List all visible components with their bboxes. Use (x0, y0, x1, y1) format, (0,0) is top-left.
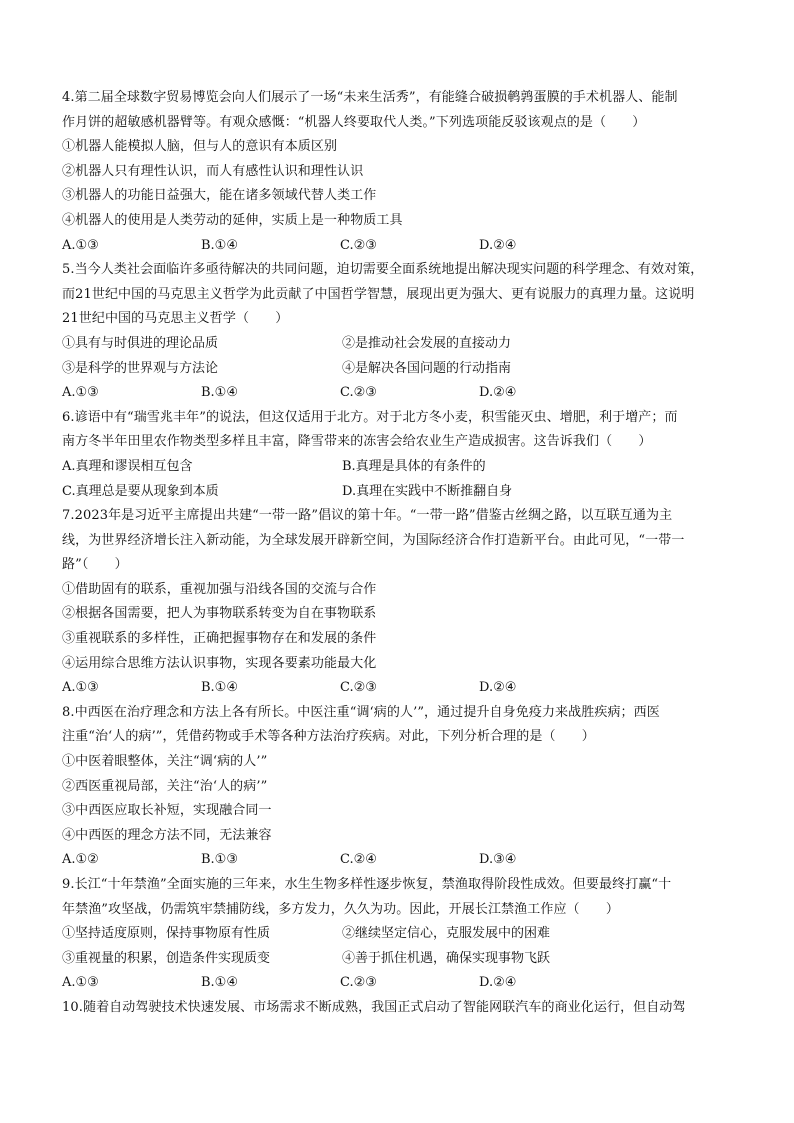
option-d: D.真理在实践中不断推翻自身 (342, 483, 513, 499)
question-8 (62, 701, 734, 873)
statement: ④中西医的理念方法不同，无法兼容 (62, 827, 272, 843)
option-b: B.①④ (201, 237, 238, 253)
option-b: B.①④ (201, 680, 238, 696)
answer-options (62, 676, 734, 701)
option-c: C.真理总是要从现象到本质 (62, 483, 219, 499)
answer-options (62, 848, 734, 873)
option-b: B.真理是具体的有条件的 (342, 458, 486, 474)
option-c: C.②③ (340, 975, 377, 991)
option-b: B.①④ (201, 975, 238, 991)
answer-options (62, 381, 734, 406)
statement: ②继续坚定信心，克服发展中的困难 (342, 926, 551, 942)
statement: ③中西医应取长补短，实现融合同一 (62, 803, 272, 819)
statement-row (62, 332, 734, 357)
question-stem: 南方冬半年田里农作物类型多样且丰富，降雪带来的冻害会给农业生产造成损害。这告诉我们（ ） (62, 434, 652, 450)
option-a: A.①③ (62, 237, 99, 253)
option-a: A.①③ (62, 975, 99, 991)
option-b: B.①④ (201, 385, 238, 401)
question-stem: 注重“治‘人的病’”，凭借药物或手术等各种方法治疗疾病。对此，下列分析合理的是（ ） (62, 729, 595, 745)
statement: ④机器人的使用是人类劳动的延伸，实质上是一种物质工具 (62, 212, 403, 228)
question-stem: 21世纪中国的马克思主义哲学（ ） (62, 311, 289, 327)
statement: ①借助固有的联系，重视加强与沿线各国的交流与合作 (62, 581, 377, 597)
statement: ①机器人能模拟人脑，但与人的意识有本质区别 (62, 139, 338, 155)
statement: ④善于抓住机遇，确保实现事物飞跃 (342, 950, 551, 966)
question-10 (62, 996, 734, 1021)
statement: ④是解决各国问题的行动指南 (342, 360, 512, 376)
option-c: C.②③ (340, 680, 377, 696)
question-stem: 路”（ ） (62, 557, 128, 573)
answer-options (62, 234, 734, 259)
question-stem: 线，为世界经济增长注入新动能，为全球发展开辟新空间，为国际经济合作打造新平台。由此可见，“一带一 (62, 532, 685, 548)
option-d: D.②④ (479, 680, 517, 696)
question-stem: 年禁渔”攻坚战，仍需筑牢禁捕防线，多方发力，久久为功。因此，开展长江禁渔工作应（ ） (62, 901, 619, 917)
question-stem: 7.2023年是习近平主席提出共建“一带一路”倡议的第十年。“一带一路”借鉴古丝绸之路，以互联互通为主 (62, 508, 673, 524)
statement: ①坚持适度原则，保持事物原有性质 (62, 926, 271, 942)
option-c: C.②③ (340, 385, 377, 401)
question-stem: 5.当今人类社会面临许多亟待解决的共同问题，迫切需要全面系统地提出解决现实问题的科学理念、有效对策， (62, 262, 704, 278)
question-stem: 8.中西医在治疗理念和方法上各有所长。中医注重“调‘病的人’”，通过提升自身免疫力来战胜疾病；西医 (62, 704, 660, 720)
question-6 (62, 406, 734, 504)
question-5 (62, 258, 734, 406)
option-d: D.③④ (479, 852, 517, 868)
option-a: A.①③ (62, 680, 99, 696)
question-stem: 10.随着自动驾驶技术快速发展、市场需求不断成熟，我国正式启动了智能网联汽车的商业化运行，但自动驾 (62, 999, 686, 1015)
question-stem: 6.谚语中有“瑞雪兆丰年”的说法，但这仅适用于北方。对于北方冬小麦，积雪能灭虫、增肥，利于增产；而 (62, 409, 678, 425)
option-row (62, 480, 734, 505)
question-stem: 4.第二届全球数字贸易博览会向人们展示了一场“未来生活秀”，有能缝合破损鹌鹑蛋膜的手术机器人、能制 (62, 90, 678, 105)
option-d: D.②④ (479, 975, 517, 991)
statement: ②西医重视局部，关注“治‘人的病’” (62, 778, 268, 794)
option-b: B.①③ (201, 852, 238, 868)
option-c: C.②③ (340, 237, 377, 253)
answer-options (62, 971, 734, 996)
statement-row (62, 357, 734, 382)
statement: ④运用综合思维方法认识事物，实现各要素功能最大化 (62, 655, 377, 671)
option-d: D.②④ (479, 385, 517, 401)
exam-page (62, 86, 734, 1021)
statement: ②机器人只有理性认识，而人有感性认识和理性认识 (62, 163, 364, 179)
question-9 (62, 873, 734, 996)
option-c: C.②④ (340, 852, 377, 868)
statement: ②根据各国需要，把人为事物联系转变为自在事物联系 (62, 606, 377, 622)
statement: ①中医着眼整体，关注“调‘病的人’” (62, 754, 268, 770)
question-stem: 作月饼的超敏感机器臂等。有观众感慨：“机器人终要取代人类。”下列选项能反驳该观点的是（ ） (62, 114, 646, 130)
question-4 (62, 86, 734, 258)
statement-row (62, 922, 734, 947)
option-d: D.②④ (479, 237, 517, 253)
option-a: A.①③ (62, 385, 99, 401)
statement: ③重视量的积累，创造条件实现质变 (62, 950, 271, 966)
statement: ②是推动社会发展的直接动力 (342, 335, 512, 351)
statement-row (62, 947, 734, 972)
statement: ③是科学的世界观与方法论 (62, 360, 219, 376)
statement: ①具有与时俱进的理论品质 (62, 335, 219, 351)
statement: ③机器人的功能日益强大，能在诸多领域代替人类工作 (62, 188, 377, 204)
question-stem: 而21世纪中国的马克思主义哲学为此贡献了中国哲学智慧，展现出更为强大、更有说服力的真理力量。这说明 (62, 286, 695, 302)
option-a: A.真理和谬误相互包含 (62, 458, 193, 474)
statement: ③重视联系的多样性，正确把握事物存在和发展的条件 (62, 631, 377, 647)
option-a: A.①② (62, 852, 99, 868)
option-row (62, 455, 734, 480)
question-7 (62, 504, 734, 701)
question-stem: 9.长江“十年禁渔”全面实施的三年来，水生生物多样性逐步恢复，禁渔取得阶段性成效。但要最终打赢“十 (62, 877, 672, 892)
